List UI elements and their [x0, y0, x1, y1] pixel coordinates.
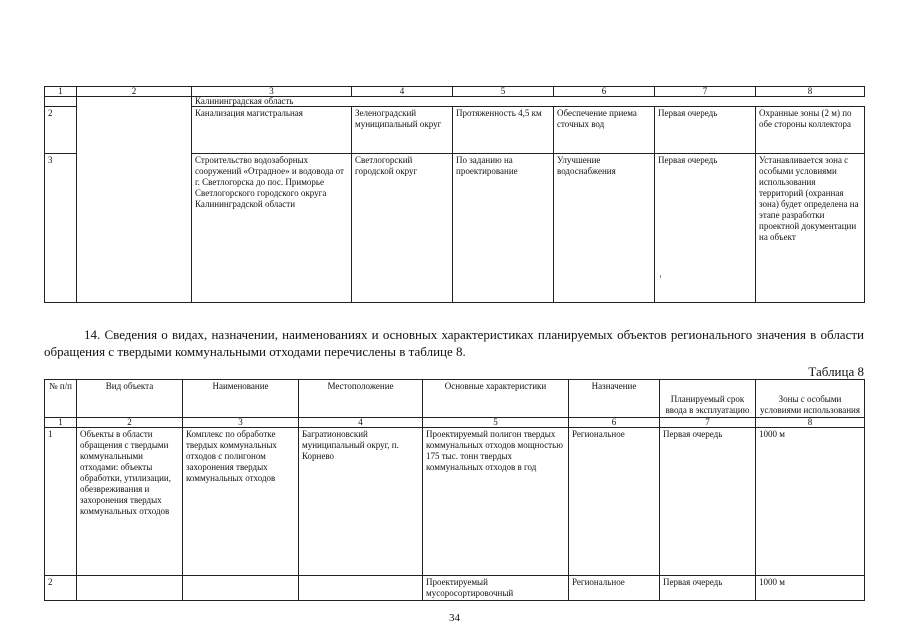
col-number: 1: [45, 418, 77, 428]
object-location: [299, 576, 423, 601]
object-characteristics: Протяженность 4,5 км: [453, 107, 554, 154]
object-stage: Первая очередь: [655, 154, 756, 303]
region-label: Калининградская область: [192, 97, 865, 107]
object-name: Комплекс по обработке твердых коммунальных отходов с полигоном захоронения твердых коммунальных отходов: [183, 428, 299, 576]
object-term: Первая очередь: [660, 576, 756, 601]
col-number: 5: [453, 87, 554, 97]
scan-mark: [660, 275, 661, 278]
region-row: [45, 97, 865, 107]
header-name: Наименование: [183, 380, 299, 418]
row-number: 1: [45, 428, 77, 576]
object-characteristics: Проектируемый полигон твердых коммунальных отходов мощностью 175 тыс. тонн твердых коммунальных отходов в год: [423, 428, 569, 576]
col-number: 2: [77, 87, 192, 97]
object-zones: 1000 м: [756, 576, 865, 601]
col-number: 4: [299, 418, 423, 428]
col-number: 8: [756, 418, 865, 428]
table-cell: [45, 97, 77, 107]
object-name: Канализация магистральная: [192, 107, 352, 154]
page-number: 34: [449, 612, 460, 624]
header-purpose: Назначение: [569, 380, 660, 418]
object-location: Светлогорский городской округ: [352, 154, 453, 303]
section-paragraph: [44, 326, 864, 360]
object-purpose: Региональное: [569, 576, 660, 601]
object-characteristics: По заданию на проектирование: [453, 154, 554, 303]
col-number: 6: [569, 418, 660, 428]
table-row: [45, 576, 865, 601]
object-purpose: Региональное: [569, 428, 660, 576]
object-type: Объекты в области обращения с твердыми коммунальными отходами: объекты обработки, утилизации, обезвреживания и захоронения твердых коммунальных отходов: [77, 428, 183, 576]
col-number: 1: [45, 87, 77, 97]
paragraph-text: 14. Сведения о видах, назначении, наименованиях и основных характеристиках планируемых объектов регионального значения в области обращения с твердыми коммунальными отходами перечислены в таблице 8.: [44, 327, 864, 359]
object-term: Первая очередь: [660, 428, 756, 576]
object-type: [77, 576, 183, 601]
col-number: 6: [554, 87, 655, 97]
col-number: 3: [183, 418, 299, 428]
object-zones: 1000 м: [756, 428, 865, 576]
row-number: 2: [45, 576, 77, 601]
waste-objects-table: [44, 379, 865, 601]
table-header-row: [45, 380, 865, 418]
header-location: Местоположение: [299, 380, 423, 418]
col-number: 7: [660, 418, 756, 428]
col-number: 3: [192, 87, 352, 97]
row-number: 2: [45, 107, 77, 154]
header-type: Вид объекта: [77, 380, 183, 418]
table-row: [45, 428, 865, 576]
object-zones: Устанавливается зона с особыми условиями использования территорий (охранная зона) будет определена на этапе разработки проектной документации на объект: [756, 154, 865, 303]
object-zones: Охранные зоны (2 м) по обе стороны коллектора: [756, 107, 865, 154]
header-num: № п/п: [45, 380, 77, 418]
col-number: 4: [352, 87, 453, 97]
header-term: Планируемый срок ввода в эксплуатацию: [660, 380, 756, 418]
table-number-row: [45, 418, 865, 428]
col-number: 8: [756, 87, 865, 97]
object-purpose: Обеспечение приема сточных вод: [554, 107, 655, 154]
object-location: Зеленоградский муниципальный округ: [352, 107, 453, 154]
object-stage: Первая очередь: [655, 107, 756, 154]
header-characteristics: Основные характеристики: [423, 380, 569, 418]
object-name: [183, 576, 299, 601]
header-zones: Зоны с особыми условиями использования: [756, 380, 865, 418]
table-number-row: [45, 87, 865, 97]
col-number: 5: [423, 418, 569, 428]
row-number: 3: [45, 154, 77, 303]
table-cell: [77, 97, 192, 303]
water-objects-table: [44, 86, 865, 303]
object-characteristics: Проектируемый мусоросортировочный: [423, 576, 569, 601]
object-name: Строительство водозаборных сооружений «Отрадное» и водовода от г. Светлогорска до пос. Приморье Светлогорского городского округа Калининградской области: [192, 154, 352, 303]
object-location: Багратионовский муниципальный округ, п. Корнево: [299, 428, 423, 576]
table-caption: Таблица 8: [808, 364, 864, 379]
object-purpose: Улучшение водоснабжения: [554, 154, 655, 303]
col-number: 7: [655, 87, 756, 97]
col-number: 2: [77, 418, 183, 428]
